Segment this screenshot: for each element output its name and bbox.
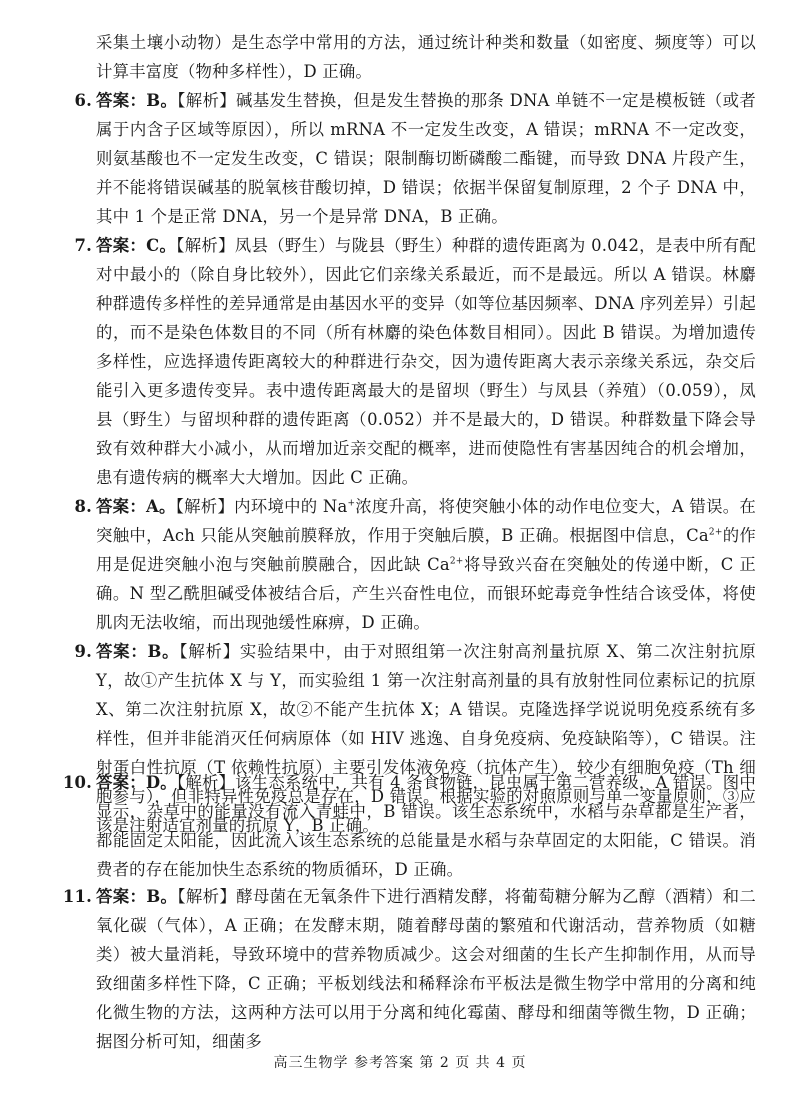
answer-item-8: [74, 492, 757, 637]
item-number: 10.: [62, 773, 92, 792]
answer-label: 答案：B。: [96, 642, 180, 661]
answer-item-10: [62, 768, 756, 884]
intro-paragraph: 采集土壤小动物）是生态学中常用的方法，通过统计种类和数量（如密度、频度等）可以计算丰富度（物种多样性），D 正确。: [96, 33, 756, 81]
explanation-text-part: 将导致兴奋在突触处的传递中断，C 正确。N 型乙酰胆碱受体被结合后，产生兴奋性电位，而银环蛇毒竞争性结合该受体，将使肌肉无法收缩，而出现弛缓性麻痹，D 正确。: [96, 555, 757, 632]
item-number: 6.: [74, 91, 92, 110]
answer-label: 答案：B。: [96, 91, 178, 110]
explanation-text-part: 的作用是促进突触小泡与突触前膜融合，因此缺 Ca: [96, 526, 756, 574]
superscript-ca-charge: 2+: [708, 527, 723, 538]
superscript-ca-charge: 2+: [449, 556, 464, 567]
answer-label: 答案：A。: [96, 497, 176, 516]
answer-item-11: [62, 882, 756, 1056]
item-number: 9.: [74, 642, 92, 661]
answer-label: 答案：D。: [96, 773, 177, 792]
superscript-na-charge: +: [347, 498, 356, 509]
explanation-text: 【解析】碱基发生替换，但是发生替换的那条 DNA 单链不一定是模板链（或者属于内含子区域等原因），所以 mRNA 不一定发生改变，A 错误；mRNA 不一定改变，则氨基酸也不一定发生改变，C 错误；限制酶切断磷酸二酯键，而导致 DNA 片段产生，并不能将错误碱基的脱氧核苷酸切掉，D 错误；依据半保留复制原理，2 个子 DNA 中，其中 1 个是正常 DNA，另一个是异常 DNA，B 正确。: [96, 91, 756, 226]
explanation-text: 【解析】酵母菌在无氧条件下进行酒精发酵，将葡萄糖分解为乙醇（酒精）和二氧化碳（气体），A 正确；在发酵末期，随着酵母菌的繁殖和代谢活动，营养物质（如糖类）被大量消耗，导致环境中的营养物质减少。这会对细菌的生长产生抑制作用，从而导致细菌多样性下降，C 正确；平板划线法和稀释涂布平板法是微生物学中常用的分离和纯化微生物的方法，这两种方法可以用于分离和纯化霉菌、酵母和细菌等微生物，D 正确；据图分析可知，细菌多: [96, 887, 756, 1051]
explanation-text-part: 【解析】内环境中的 Na: [175, 497, 348, 516]
explanation-text: 【解析】凤县（野生）与陇县（野生）种群的遗传距离为 0.042，是表中所有配对中最小的（除自身比较外），因此它们亲缘关系最近，而不是最远。所以 A 错误。林麝种群遗传多样性的差异通常是由基因水平的变异（如等位基因频率、DNA 序列差异）引起的，而不是染色体数目的不同（所有林麝的染色体数目相同）。因此 B 错误。为增加遗传多样性，应选择遗传距离较大的种群进行杂交，因为遗传距离大表示亲缘关系远，杂交后能引入更多遗传变异。表中遗传距离最大的是留坝（野生）与凤县（养殖）（0.059），凤县（野生）与留坝种群的遗传距离（0.052）并不是最大的，D 错误。种群数量下降会导致有效种群大小减小，从而增加近亲交配的概率，进而使隐性有害基因纯合的机会增加，患有遗传病的概率大大增加。因此 C 正确。: [96, 236, 757, 487]
item-number: 11.: [62, 887, 92, 906]
explanation-text: 【解析】该生态系统中，共有 4 条食物链，昆虫属于第二营养级，A 错误。图中显示，杂草中的能量没有流入青蛙中，B 错误。该生态系统中，水稻与杂草都是生产者，都能固定太阳能，因此流入该生态系统的总能量是水稻与杂草固定的太阳能，C 错误。消费者的存在能加快生态系统的物质循环，D 正确。: [96, 773, 756, 879]
answer-label: 答案：B。: [96, 887, 178, 906]
item-number: 7.: [74, 236, 92, 255]
answer-item-7: [74, 231, 757, 492]
item-number: 8.: [74, 497, 92, 516]
answer-label: 答案：C。: [96, 236, 177, 255]
answer-item-6: [74, 86, 756, 231]
page-footer: 高三生物学 参考答案 第 2 页 共 4 页: [273, 1055, 527, 1071]
explanation-text-part: 浓度升高，将使突触小体的动作电位变大，A 错误。在突触中，Ach 只能从突触前膜释放，作用于突触后膜，B 正确。根据图中信息，Ca: [96, 497, 756, 545]
explanation-text: 【解析】实验结果中，由于对照组第一次注射高剂量抗原 X、第二次注射抗原 Y，故①产生抗体 X 与 Y，而实验组 1 第一次注射高剂量的具有放射性同位素标记的抗原 X、第二次注射抗原 X，故②不能产生抗体 X；A 错误。克隆选择学说说明免疫系统有多样性，但并非能消灭任何病原体（如 HIV 逃逸、自身免疫病、免疫缺陷等），C 错误。注射蛋白性抗原（T 依赖性抗原）主要引发体液免疫（抗体产生），较少有细胞免疫（Th 细胞参与），但非特异性免疫总是存在，D 错误。根据实验的对照原则与单一变量原则，③应该是注射适宜剂量的抗原 Y，B 正确。: [96, 642, 756, 835]
